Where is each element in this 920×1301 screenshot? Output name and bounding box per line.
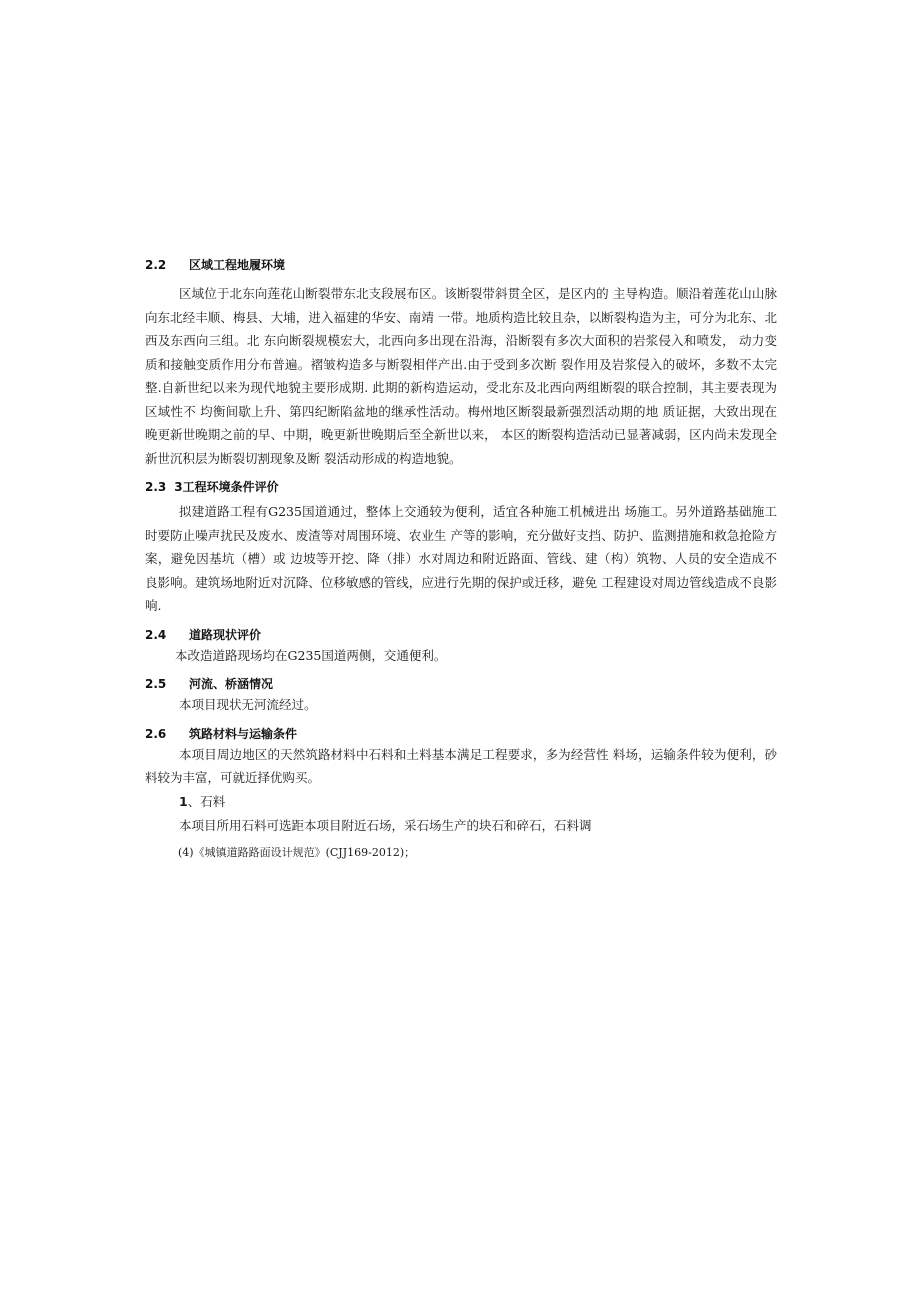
section-2-2-paragraph: 区域位于北东向莲花山断裂带东北支段展布区。该断裂带斜贯全区，是区内的 主导构造。顺沿着莲花山山脉向东北经丰顺、梅县、大埔，进入福建的华安、南靖 一带。地质构造比较且杂，以断裂构造为主，可分为北东、北西及东西向三组。北 东向断裂规模宏大，北西向多出现在沿海，沿断裂有多次大面积的岩浆侵入和喷发， 动力变质和接触变质作用分布普遍。褶皱构造多与断裂相伴产出.由于受到多次断 裂作用及岩浆侵入的破坏，多数不太完整.自新世纪以来为现代地貌主要形成期. 此期的新构造运动，受北东及北西向两组断裂的联合控制，其主要表现为区域性不 均衡间歇上升、第四纪断陷盆地的继承性活动。梅州地区断裂最新强烈活动期的地 质证据，大致出现在晚更新世晚期之前的早、中期，晚更新世晚期后至全新世以来， 本区的断裂构造活动已显著减弱，区内尚未发现全新世沉积层为断裂切割现象及断 裂活动形成的构造地貌。 <box>145 286 777 466</box>
section-2-6-paragraph: 本项目周边地区的天然筑路材料中石料和土料基本满足工程要求，多为经营性 料场，运输条件较为便利，砂料较为丰富，可就近择优购买。 <box>145 746 777 785</box>
subsection-stone-heading <box>145 790 777 814</box>
section-2-6-heading <box>145 725 777 743</box>
section-2-5-paragraph: 本项目现状无河流经过。 <box>179 697 317 712</box>
section-2-3-paragraph: 拟建道路工程有G235国道通过，整体上交通较为便利，适宜各种施工机械进出 场施工。另外道路基础施工时要防止噪声扰民及废水、废渣等对周围环境、农业生 产等的影响，充分做好支挡、防护、监测措施和救急抢险方案，避免因基坑（槽）或 边坡等开挖、降（排）水对周边和附近路面、管线、建（构）筑物、人员的安全造成不 良影响。建筑场地附近对沉降、位移敏感的管线，应进行先期的保护或迁移，避免 工程建设对周边管线造成不良影响. <box>145 504 777 613</box>
section-title: 3工程环境条件评价 <box>174 480 279 494</box>
section-number: 2.3 <box>145 480 167 494</box>
section-title: 筑路材料与运输条件 <box>189 726 298 741</box>
section-2-2-heading <box>145 256 777 274</box>
subsection-title: 、石料 <box>187 793 226 809</box>
section-title: 河流、桥涵情况 <box>189 677 274 691</box>
subsection-number: 1 <box>179 793 188 809</box>
section-number: 2.2 <box>145 258 167 272</box>
section-number: 2.5 <box>145 677 167 691</box>
section-title: 区域工程地履环境 <box>189 258 286 272</box>
section-2-4-paragraph: 本改造道路现场均在G235国道两侧，交通便利。 <box>175 647 447 663</box>
reference-citation: (4)《城镇道路路面设计规范》(CJJ169-2012)； <box>178 846 416 859</box>
section-2-3-heading <box>145 478 777 496</box>
section-number: 2.6 <box>145 726 167 741</box>
subsection-stone-paragraph: 本项目所用石料可选距本项目附近石场，采石场生产的块石和碎石，石料调 <box>179 817 592 833</box>
document-page <box>145 256 777 863</box>
section-number: 2.4 <box>145 627 167 642</box>
section-2-4-heading <box>145 626 777 644</box>
section-title: 道路现状评价 <box>189 627 262 642</box>
section-2-5-heading <box>145 675 777 693</box>
